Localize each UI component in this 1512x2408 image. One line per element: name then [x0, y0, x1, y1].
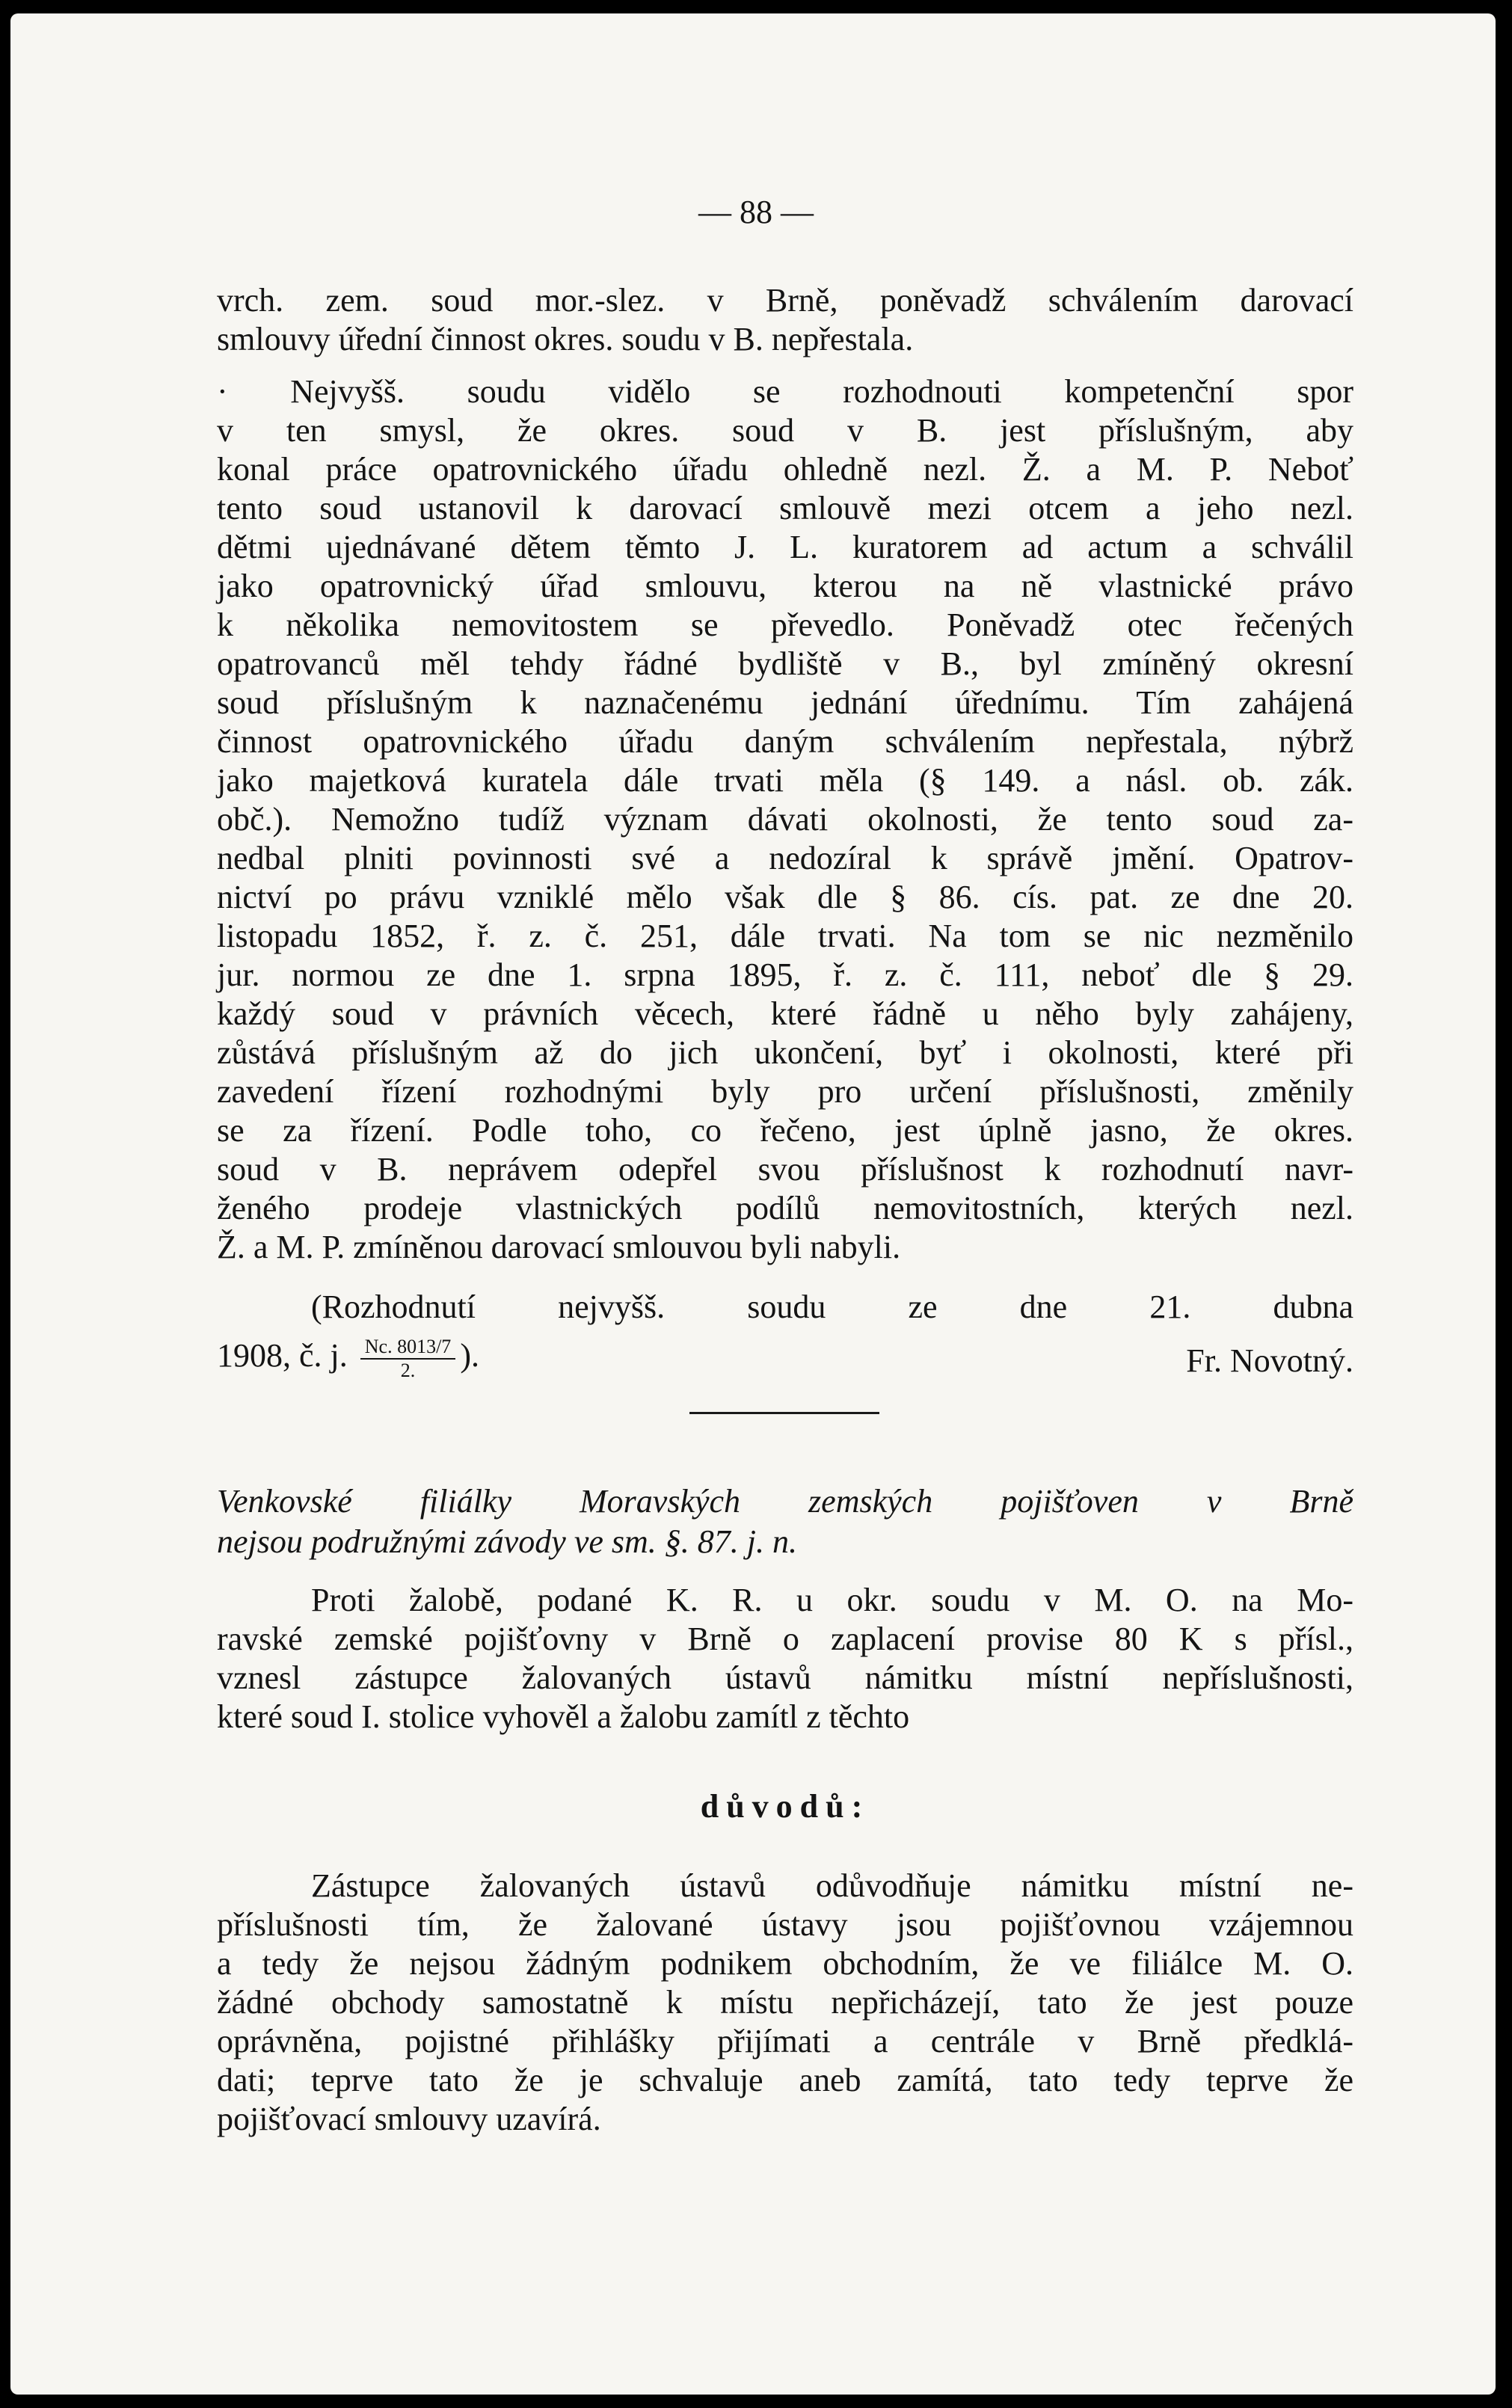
text-line: které soud I. stolice vyhověl a žalobu zamítl z těchto — [217, 1698, 910, 1735]
text-line: nedbal plniti povinnosti své a nedozíral k správě jmění. Opatrov- — [217, 840, 1353, 876]
text-line: konal práce opatrovnického úřadu ohledně nezl. Ž. a M. P. Neboť — [217, 451, 1353, 488]
text-line: obč.). Nemožno tudíž význam dávati okolnosti, že tento soud za- — [217, 801, 1353, 838]
text-line: soud v B. neprávem odepřel svou příslušnost k rozhodnutí navr- — [217, 1151, 1353, 1188]
text-line: dětmi ujednávané dětem těmto J. L. kuratorem ad actum a schválil — [217, 529, 1353, 565]
text-line: Proti žalobě, podané K. R. u okr. soudu v M. O. na Mo- — [311, 1582, 1353, 1618]
citation-prefix: 1908, č. j. — [217, 1337, 348, 1375]
case-number-fraction — [360, 1336, 456, 1382]
subheading-reasons: důvodů: — [700, 1788, 870, 1825]
section-divider — [689, 1412, 879, 1414]
text-line: jur. normou ze dne 1. srpna 1895, ř. z. č. 111, neboť dle § 29. — [217, 956, 1353, 993]
text-line: vznesl zástupce žalovaných ústavů námitku místní nepříslušnosti, — [217, 1659, 1353, 1696]
fraction-numerator: Nc. 8013/7 — [360, 1336, 456, 1360]
citation-line — [217, 1336, 1353, 1382]
text-line: jako majetková kuratela dále trvati měla (§ 149. a násl. ob. zák. — [217, 762, 1353, 799]
text-line: každý soud v právních věcech, které řádně u něho byly zahájeny, — [217, 995, 1353, 1032]
text-line: ravské zemské pojišťovny v Brně o zaplacení provise 80 K s přísl., — [217, 1621, 1353, 1657]
text-line: se za řízení. Podle toho, co řečeno, jest úplně jasno, že okres. — [217, 1112, 1353, 1149]
text-line: pojišťovací smlouvy uzavírá. — [217, 2101, 601, 2137]
text-line: v ten smysl, že okres. soud v B. jest příslušným, aby — [217, 412, 1353, 449]
section-heading-line: Venkovské filiálky Moravských zemských pojišťoven v Brně — [217, 1483, 1353, 1520]
page-number: — 88 — — [698, 194, 814, 230]
text-line: · Nejvyšš. soudu vidělo se rozhodnouti kompetenční spor — [217, 373, 1353, 410]
text-line: jako opatrovnický úřad smlouvu, kterou na ně vlastnické právo — [217, 568, 1353, 604]
text-line: smlouvy úřední činnost okres. soudu v B. nepřestala. — [217, 321, 914, 357]
text-line: činnost opatrovnického úřadu daným schválením nepřestala, nýbrž — [217, 723, 1353, 760]
text-line: soud příslušným k naznačenému jednání úřednímu. Tím zahájená — [217, 684, 1353, 721]
text-line: Zástupce žalovaných ústavů odůvodňuje námitku místní ne- — [311, 1867, 1353, 1904]
text-line: zůstává příslušným až do jich ukončení, byť i okolnosti, které při — [217, 1034, 1353, 1071]
text-line: ženého prodeje vlastnických podílů nemovitostních, kterých nezl. — [217, 1190, 1353, 1226]
fraction-denominator: 2. — [400, 1360, 416, 1381]
text-line: dati; teprve tato že je schvaluje aneb zamítá, tato tedy teprve že — [217, 2062, 1353, 2098]
text-line: nictví po právu vzniklé mělo však dle § 86. cís. pat. ze dne 20. — [217, 879, 1353, 915]
text-line: Ž. a M. P. zmíněnou darovací smlouvou byli nabyli. — [217, 1229, 901, 1265]
text-line: a tedy že nejsou žádným podnikem obchodním, že ve filiálce M. O. — [217, 1945, 1353, 1982]
text-line: listopadu 1852, ř. z. č. 251, dále trvati. Na tom se nic nezměnilo — [217, 918, 1353, 954]
text-line: oprávněna, pojistné přihlášky přijímati a centrále v Brně předklá- — [217, 2023, 1353, 2060]
section-heading-line: nejsou podružnými závody ve sm. §. 87. j. n. — [217, 1523, 798, 1560]
text-line: k několika nemovitostem se převedlo. Poněvadž otec řečených — [217, 606, 1353, 643]
text-line: tento soud ustanovil k darovací smlouvě mezi otcem a jeho nezl. — [217, 490, 1353, 526]
text-line: vrch. zem. soud mor.-slez. v Brně, poněvadž schválením darovací — [217, 282, 1353, 319]
text-line: příslušnosti tím, že žalované ústavy jsou pojišťovnou vzájemnou — [217, 1906, 1353, 1943]
decision-line: (Rozhodnutí nejvyšš. soudu ze dne 21. dubna — [311, 1289, 1353, 1325]
signature: Fr. Novotný. — [1186, 1342, 1353, 1379]
text-line: opatrovanců měl tehdy řádné bydliště v B., byl zmíněný okresní — [217, 645, 1353, 682]
citation-suffix: ). — [460, 1337, 479, 1375]
text-line: zavedení řízení rozhodnými byly pro určení příslušnosti, změnily — [217, 1073, 1353, 1110]
text-line: žádné obchody samostatně k místu nepřicházejí, tato že jest pouze — [217, 1984, 1353, 2021]
